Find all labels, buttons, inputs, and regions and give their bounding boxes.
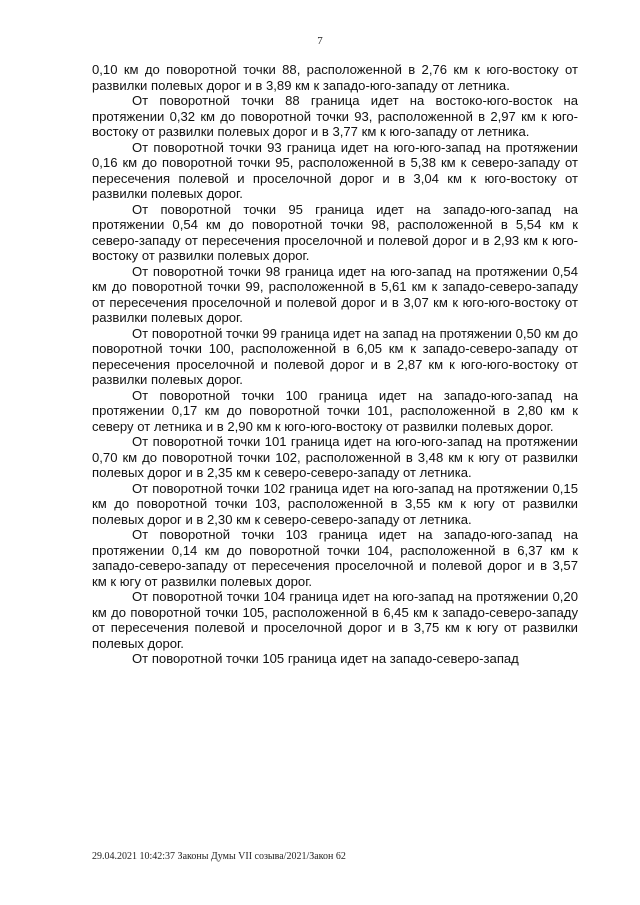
paragraph: От поворотной точки 105 граница идет на западо-северо-запад bbox=[132, 651, 519, 666]
page-number: 7 bbox=[317, 35, 323, 47]
paragraph: От поворотной точки 104 граница идет на юго-запад на протяжении 0,20 км до поворотной точки 105, расположенной в 6,45 км к западо-северо-западу от пересечения полевой и проселочной дорог и в 3,75 км к югу от развилки полевых дорог. bbox=[92, 589, 578, 651]
paragraph: От поворотной точки 103 граница идет на западо-юго-запад на протяжении 0,14 км до поворотной точки 104, расположенной в 6,37 км к западо-северо-западу от пересечения проселочной и полевой дорог и в 3,57 км к югу от развилки полевых дорог. bbox=[92, 527, 578, 589]
paragraph: 0,10 км до поворотной точки 88, расположенной в 2,76 км к юго-востоку от развилки полевых дорог и в 3,89 км к западо-юго-западу от летника. bbox=[92, 62, 578, 93]
paragraph: От поворотной точки 102 граница идет на юго-запад на протяжении 0,15 км до поворотной точки 103, расположенной в 3,55 км к югу от развилки полевых дорог и в 2,30 км к северо-северо-западу от летника. bbox=[92, 480, 578, 527]
document-footer: 29.04.2021 10:42:37 Законы Думы VII созыва/2021/Закон 62 bbox=[92, 851, 346, 862]
document-body bbox=[92, 62, 578, 667]
paragraph: От поворотной точки 88 граница идет на востоко-юго-восток на протяжении 0,32 км до поворотной точки 93, расположенной в 2,97 км к юго-востоку от развилки полевых дорог и в 3,77 км к юго-западу от летника. bbox=[92, 93, 578, 139]
paragraph: От поворотной точки 95 граница идет на западо-юго-запад на протяжении 0,54 км до поворотной точки 98, расположенной в 5,54 км к северо-западу от пересечения проселочной и полевой дорог и в 2,93 км к юго-востоку от развилки полевых дорог. bbox=[92, 201, 578, 263]
paragraph: От поворотной точки 100 граница идет на западо-юго-запад на протяжении 0,17 км до поворотной точки 101, расположенной в 2,80 км к северу от летника и в 2,90 км к юго-юго-востоку от развилки полевых дорог. bbox=[92, 387, 578, 434]
paragraph: От поворотной точки 101 граница идет на юго-юго-запад на протяжении 0,70 км до поворотной точки 102, расположенной в 3,48 км к югу от развилки полевых дорог и в 2,35 км к северо-северо-западу от летника. bbox=[92, 434, 578, 480]
paragraph: От поворотной точки 98 граница идет на юго-запад на протяжении 0,54 км до поворотной точки 99, расположенной в 5,61 км к западо-северо-западу от пересечения проселочной и полевой дорог и в 3,07 км к юго-юго-востоку от развилки полевых дорог. bbox=[92, 263, 578, 325]
paragraph: От поворотной точки 99 граница идет на запад на протяжении 0,50 км до поворотной точки 100, расположенной в 6,05 км к западо-северо-западу от пересечения проселочной и полевой дорог и в 2,87 км к юго-юго-востоку от развилки полевых дорог. bbox=[92, 325, 578, 387]
paragraph: От поворотной точки 93 граница идет на юго-юго-запад на протяжении 0,16 км до поворотной точки 95, расположенной в 5,38 км к северо-западу от пересечения полевой и проселочной дорог и в 3,04 км к юго-востоку от развилки полевых дорог. bbox=[92, 139, 578, 201]
